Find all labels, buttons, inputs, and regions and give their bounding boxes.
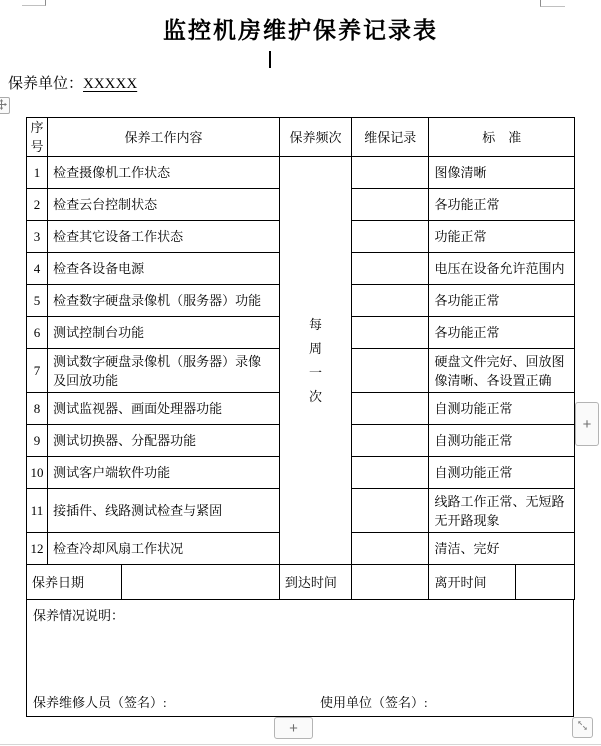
record-cell[interactable] [352,489,429,533]
row-standard: 自测功能正常 [429,425,575,457]
record-cell[interactable] [352,157,429,189]
row-standard: 各功能正常 [429,317,575,349]
row-no: 2 [27,189,48,221]
row-no: 6 [27,317,48,349]
record-cell[interactable] [352,189,429,221]
row-standard: 清洁、完好 [429,533,575,565]
row-standard: 硬盘文件完好、回放图像清晰、各设置正确 [429,349,575,393]
user-signature-label: 使用单位（签名）: [320,695,428,710]
plus-icon: + [582,415,592,433]
row-standard: 自测功能正常 [429,457,575,489]
row-content: 测试切换器、分配器功能 [48,425,280,457]
row-standard: 功能正常 [429,221,575,253]
date-time-row [26,564,575,600]
record-cell[interactable] [352,533,429,565]
record-cell[interactable] [352,393,429,425]
row-content: 检查数字硬盘录像机（服务器）功能 [48,285,280,317]
row-content: 检查云台控制状态 [48,189,280,221]
maintenance-table [26,117,574,717]
row-standard: 电压在设备允许范围内 [429,253,575,285]
row-no: 4 [27,253,48,285]
table-row [27,157,575,189]
header-record: 维保记录 [352,118,429,157]
row-content: 检查其它设备工作状态 [48,221,280,253]
row-content: 检查各设备电源 [48,253,280,285]
row-no: 7 [27,349,48,393]
header-frequency: 保养频次 [279,118,351,157]
diagonal-resize-icon [576,719,589,736]
row-no: 9 [27,425,48,457]
text-boundary-mark-top-right [540,0,565,7]
row-no: 12 [27,533,48,565]
notes-label: 保养情况说明： [33,608,125,623]
record-cell[interactable] [352,317,429,349]
row-standard: 各功能正常 [429,285,575,317]
row-no: 3 [27,221,48,253]
row-standard: 图像清晰 [429,157,575,189]
arrival-value-cell[interactable] [352,565,429,600]
page-title: 监控机房维护保养记录表 [163,18,438,43]
frequency-value: 每周一次 [309,316,323,404]
table-move-handle[interactable] [0,97,10,114]
departure-label: 离开时间 [429,565,515,600]
record-cell[interactable] [352,349,429,393]
row-standard: 各功能正常 [429,189,575,221]
record-cell[interactable] [352,285,429,317]
arrival-label: 到达时间 [279,565,351,600]
header-standard: 标 准 [429,118,575,157]
record-cell[interactable] [352,221,429,253]
row-content: 测试监视器、画面处理器功能 [48,393,280,425]
row-no: 8 [27,393,48,425]
row-content: 检查冷却风扇工作状况 [48,533,280,565]
row-content: 测试客户端软件功能 [48,457,280,489]
text-cursor [269,51,271,68]
move-arrows-icon [0,97,7,115]
table-header-row [27,118,575,157]
row-content: 测试控制台功能 [48,317,280,349]
row-no: 11 [27,489,48,533]
header-content: 保养工作内容 [48,118,280,157]
maintainer-signature-label: 保养维修人员（签名）: [33,695,167,710]
record-cell[interactable] [352,425,429,457]
insert-column-button[interactable] [575,402,599,446]
maintenance-main-table [26,117,575,565]
table-resize-handle[interactable] [572,717,593,738]
row-content: 测试数字硬盘录像机（服务器）录像及回放功能 [48,349,280,393]
departure-value-cell[interactable] [515,565,574,600]
text-boundary-mark-top-left [22,0,46,6]
page-bottom-edge [0,744,601,745]
date-value-cell[interactable] [122,565,280,600]
row-standard: 线路工作正常、无短路无开路现象 [429,489,575,533]
row-content: 检查摄像机工作状态 [48,157,280,189]
date-label: 保养日期 [27,565,122,600]
row-content: 接插件、线路测试检查与紧固 [48,489,280,533]
row-standard: 自测功能正常 [429,393,575,425]
record-cell[interactable] [352,253,429,285]
insert-row-button[interactable] [274,717,313,739]
header-no: 序号 [27,118,48,157]
record-cell[interactable] [352,457,429,489]
maintenance-unit-value[interactable]: XXXXX [83,76,138,92]
notes-cell[interactable] [26,599,574,717]
row-no: 10 [27,457,48,489]
row-no: 1 [27,157,48,189]
maintenance-unit-label: 保养单位： [8,76,84,92]
row-no: 5 [27,285,48,317]
plus-icon: + [289,719,298,737]
maintenance-unit-line [8,72,137,93]
frequency-merged-cell [279,157,351,565]
